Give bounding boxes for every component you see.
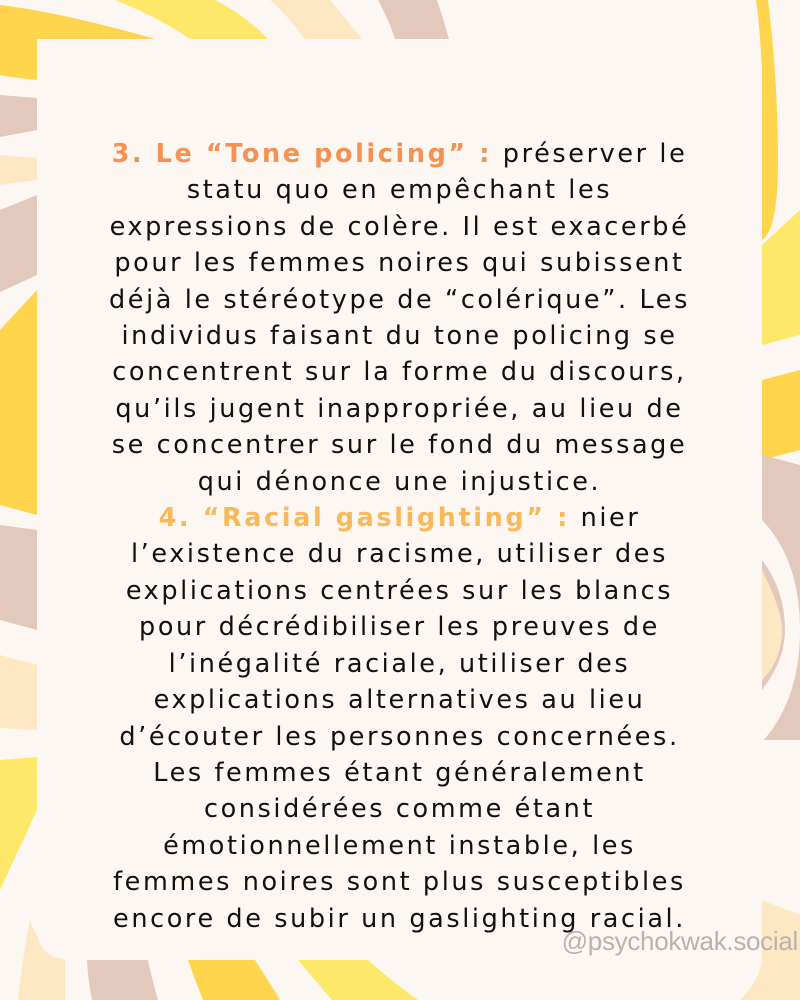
stripe-top-taupe <box>378 0 449 39</box>
stripe-bottom-light-yellow <box>298 960 418 1000</box>
stripe-bottom-yellow <box>188 960 280 1000</box>
text-line: d’écouter les personnes concernées. <box>119 721 680 752</box>
body-text-block <box>37 136 762 937</box>
section-3-heading: 3. Le “Tone policing” : <box>111 139 493 169</box>
text-line: Les femmes étant généralement <box>153 757 646 788</box>
stripe-left-light-yellow <box>0 757 37 890</box>
text-line: déjà le stéréotype de “colérique”. Les <box>109 284 690 315</box>
text-line: 4. “Racial gaslighting” : nier <box>158 503 641 534</box>
stripe-left-cream-1 <box>0 155 37 185</box>
text-line: se concentrer sur le fond du message <box>111 430 688 461</box>
text-line: explications centrées sur les blancs <box>125 575 674 606</box>
social-handle-watermark: @psychokwak.social <box>561 926 798 956</box>
text-line: qu’ils jugent inappropriée, au lieu de <box>115 393 684 424</box>
stripe-left-cream-2 <box>0 655 37 730</box>
stripe-right-yellow-2 <box>762 370 800 460</box>
text-line: l’existence du racisme, utiliser des <box>131 539 668 570</box>
stripe-top-cream <box>270 0 362 39</box>
text-line: individus faisant du tone policing se <box>121 321 678 352</box>
text-line: concentrent sur la forme du discours, <box>112 357 687 388</box>
stripe-left-taupe-2 <box>0 195 37 292</box>
stripe-top-light-yellow <box>115 0 268 39</box>
text-line: expressions de colère. Il est exacerbé <box>109 211 690 242</box>
text-line: pour décrédibiliser les preuves de <box>139 612 660 643</box>
content-card <box>37 39 762 959</box>
text-line: femmes noires sont plus susceptibles <box>113 867 686 898</box>
text-line: pour les femmes noires qui subissent <box>114 248 685 279</box>
text-line: qui dénonce une injustice. <box>197 466 602 497</box>
section-4-heading: 4. “Racial gaslighting” : <box>158 503 570 534</box>
stripe-left-taupe-3 <box>0 525 37 630</box>
text-line: l’inégalité raciale, utiliser des <box>168 648 631 679</box>
stripe-left-taupe-1 <box>0 95 37 137</box>
text-line: encore de subir un gaslighting racial. <box>113 903 686 934</box>
text-line: émotionnellement instable, les <box>163 830 636 861</box>
stripe-left-yellow-2 <box>0 500 37 515</box>
text-line: considérées comme étant <box>203 794 596 825</box>
stripe-bottom-taupe <box>87 960 158 1000</box>
text-line: statu quo en empêchant les <box>186 175 613 206</box>
text-line: explications alternatives au lieu <box>153 685 646 716</box>
text-line: 3. Le “Tone policing” : préserver le <box>111 139 688 169</box>
stripe-left-yellow <box>0 290 37 500</box>
